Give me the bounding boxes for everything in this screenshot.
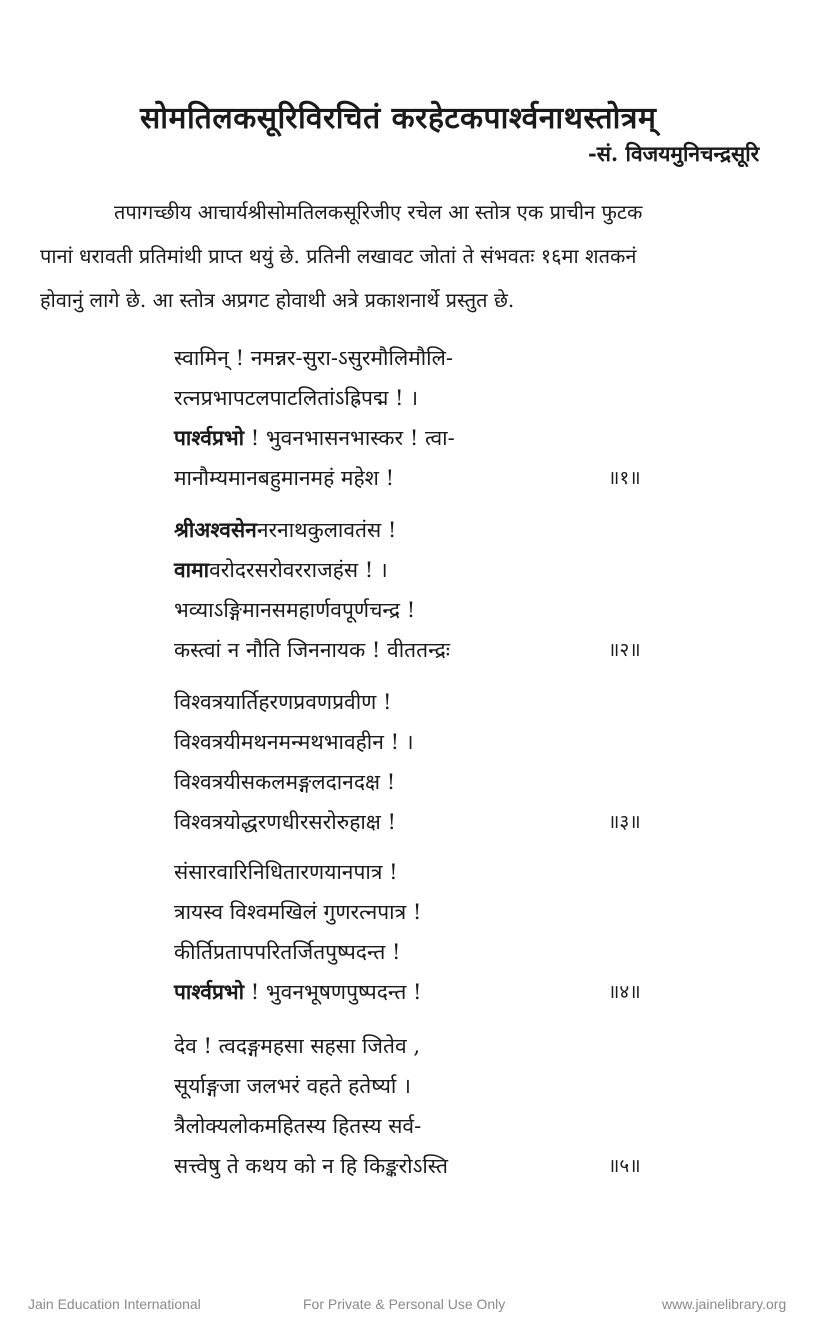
- intro-line: पानां धरावती प्रतिमांथी प्राप्त थयुं छे. प्रतिनी लखावट जोतां ते संभवतः १६मा शतकनं: [40, 244, 637, 268]
- verse-line: [174, 1146, 714, 1186]
- verse-line: [174, 458, 714, 498]
- verse-5: [174, 1026, 714, 1186]
- verse-line: त्रैलोक्यलोकमहितस्य हितस्य सर्व-: [174, 1114, 422, 1138]
- verse-number: ॥५॥: [608, 1155, 641, 1177]
- verse-2: [174, 510, 714, 670]
- footer-publisher: Jain Education International: [28, 1296, 201, 1312]
- verse-line: [174, 630, 714, 670]
- intro-line: होवानुं लागे छे. आ स्तोत्र अप्रगट होवाथी अत्रे प्रकाशनार्थे प्रस्तुत छे.: [40, 288, 515, 312]
- verse-line: विश्वत्रयीमथनमन्मथभावहीन ! ।: [174, 730, 414, 754]
- verse-line: [174, 418, 714, 458]
- verse-line: भव्याऽङ्गिमानसमहार्णवपूर्णचन्द्र !: [174, 598, 416, 622]
- page-title: सोमतिलकसूरिविरचितं करहेटकपार्श्वनाथस्तोत्रम्: [140, 101, 657, 136]
- verse-line: सूर्याङ्गजा जलभरं वहते हतेर्ष्या ।: [174, 1074, 411, 1098]
- verse-number: ॥२॥: [608, 639, 641, 661]
- verse-text: विश्वत्रयोद्धरणधीरसरोरुहाक्ष !: [174, 810, 396, 834]
- verse-line: [174, 550, 714, 590]
- verse-line: [174, 510, 714, 550]
- verse-line: देव ! त्वदङ्गमहसा सहसा जितेव ,: [174, 1034, 420, 1058]
- verse-number: ॥३॥: [608, 811, 641, 833]
- verse-line: कीर्तिप्रतापपरितर्जितपुष्पदन्त !: [174, 940, 401, 964]
- verse-text: मानौम्यमानबहुमानमहं महेश !: [174, 466, 395, 490]
- intro-line: तपागच्छीय आचार्यश्रीसोमतिलकसूरिजीए रचेल आ स्तोत्र एक प्राचीन फुटक: [114, 200, 643, 224]
- verse-text: सत्त्वेषु ते कथय को न हि किङ्करोऽस्ति: [174, 1154, 448, 1178]
- verse-1: [174, 338, 714, 498]
- verse-line: [174, 972, 714, 1012]
- verse-text: नरनाथकुलावतंस !: [256, 518, 397, 542]
- verse-line: रत्नप्रभापटलपाटलितांऽह्रिपद्म ! ।: [174, 386, 419, 410]
- verse-number: ॥१॥: [608, 467, 641, 489]
- verse-3: [174, 682, 714, 842]
- verse-line: [174, 802, 714, 842]
- editor-credit: -सं. विजयमुनिचन्द्रसूरि: [588, 141, 760, 166]
- verse-text: वरोदरसरोवरराजहंस ! ।: [209, 558, 388, 582]
- verse-bold-word: पार्श्वप्रभो: [174, 425, 245, 450]
- verse-bold-word: वामा: [174, 557, 210, 582]
- verse-line: विश्वत्रयार्तिहरणप्रवणप्रवीण !: [174, 690, 392, 714]
- intro-paragraph: [40, 190, 810, 322]
- verse-line: विश्वत्रयीसकलमङ्गलदानदक्ष !: [174, 770, 396, 794]
- verse-line: त्रायस्व विश्वमखिलं गुणरत्नपात्र !: [174, 900, 422, 924]
- verse-text: ! भुवनभासनभास्कर ! त्वा-: [244, 426, 455, 450]
- footer-usage-note: For Private & Personal Use Only: [303, 1296, 506, 1312]
- verse-text: कस्त्वां न नौति जिननायक ! वीततन्द्रः: [174, 638, 450, 662]
- verse-4: [174, 852, 714, 1012]
- verse-bold-word: पार्श्वप्रभो: [174, 979, 245, 1004]
- verse-number: ॥४॥: [608, 981, 641, 1003]
- verse-line: स्वामिन् ! नमन्नर-सुरा-ऽसुरमौलिमौलि-: [174, 346, 453, 370]
- verse-line: संसारवारिनिधितारणयानपात्र !: [174, 860, 398, 884]
- verse-bold-word: श्रीअश्वसेन: [174, 517, 257, 542]
- verse-text: ! भुवनभूषणपुष्पदन्त !: [244, 980, 422, 1004]
- footer-website-link[interactable]: www.jainelibrary.org: [662, 1296, 787, 1312]
